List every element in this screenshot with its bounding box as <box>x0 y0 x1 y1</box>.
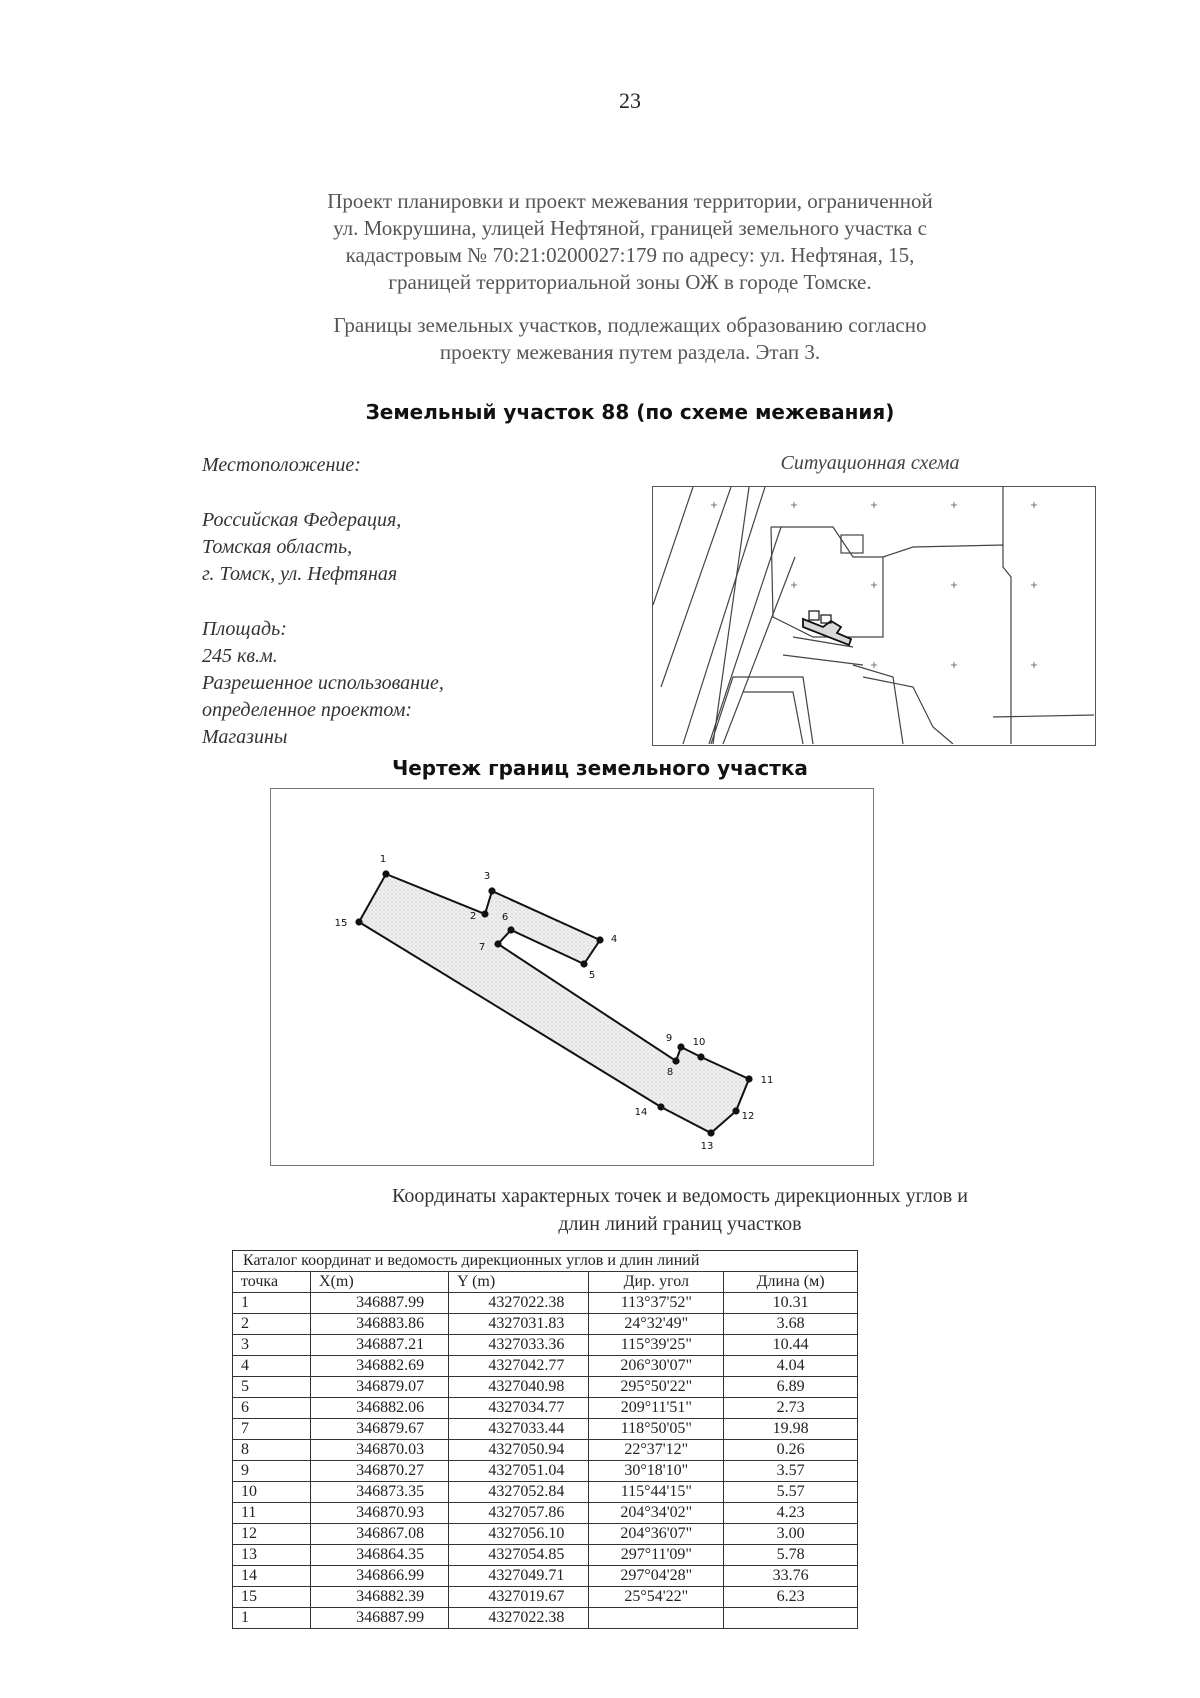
cell-length: 6.23 <box>724 1587 858 1608</box>
boundary-point-label: 9 <box>665 1033 673 1044</box>
header-angle: Дир. угол <box>589 1272 724 1293</box>
coordinates-caption <box>350 1182 1010 1238</box>
catalog-header-row <box>233 1272 858 1293</box>
boundary-point-marker <box>481 910 488 917</box>
document-subtitle <box>260 312 1000 366</box>
title-line: Проект планировки и проект межевания территории, ограниченной <box>327 189 933 213</box>
cell-point: 1 <box>233 1293 311 1314</box>
table-row <box>233 1566 858 1587</box>
cell-y: 4327034.77 <box>449 1398 589 1419</box>
cell-length: 0.26 <box>724 1440 858 1461</box>
cell-length: 6.89 <box>724 1377 858 1398</box>
location-line: Томская область, <box>202 536 353 558</box>
boundary-point-marker <box>677 1043 684 1050</box>
boundary-point-label: 10 <box>692 1037 706 1048</box>
header-point: точка <box>233 1272 311 1293</box>
cell-length: 3.00 <box>724 1524 858 1545</box>
cell-x: 346882.39 <box>311 1587 449 1608</box>
cell-angle: 113°37'52" <box>589 1293 724 1314</box>
header-x: X(m) <box>311 1272 449 1293</box>
boundary-point-label: 5 <box>588 970 596 981</box>
cell-point: 2 <box>233 1314 311 1335</box>
cell-angle: 209°11'51" <box>589 1398 724 1419</box>
parcel-drawing-svg <box>271 789 872 1164</box>
cell-x: 346879.07 <box>311 1377 449 1398</box>
cell-point: 15 <box>233 1587 311 1608</box>
cell-length: 33.76 <box>724 1566 858 1587</box>
cell-angle: 297°04'28" <box>589 1566 724 1587</box>
cell-point: 12 <box>233 1524 311 1545</box>
cell-point: 9 <box>233 1461 311 1482</box>
parcel-boundary <box>359 874 749 1133</box>
cell-point: 13 <box>233 1545 311 1566</box>
boundary-point-marker <box>697 1053 704 1060</box>
cell-angle: 115°39'25" <box>589 1335 724 1356</box>
boundary-point-label: 11 <box>760 1075 774 1086</box>
location-label: Местоположение: <box>202 454 361 476</box>
cell-angle: 24°32'49" <box>589 1314 724 1335</box>
table-row <box>233 1440 858 1461</box>
table-row <box>233 1545 858 1566</box>
boundary-point-marker <box>355 918 362 925</box>
cell-angle: 22°37'12" <box>589 1440 724 1461</box>
cell-y: 4327049.71 <box>449 1566 589 1587</box>
cell-point: 11 <box>233 1503 311 1524</box>
usage-label: Разрешенное использование, <box>202 672 444 694</box>
boundary-point-marker <box>382 870 389 877</box>
cell-angle: 204°34'02" <box>589 1503 724 1524</box>
cell-y: 4327052.84 <box>449 1482 589 1503</box>
table-row <box>233 1293 858 1314</box>
cell-y: 4327050.94 <box>449 1440 589 1461</box>
caption-line: длин линий границ участков <box>558 1213 802 1235</box>
cell-length: 5.57 <box>724 1482 858 1503</box>
cell-angle: 204°36'07" <box>589 1524 724 1545</box>
cell-x: 346867.08 <box>311 1524 449 1545</box>
header-y: Y (m) <box>449 1272 589 1293</box>
boundary-point-label: 12 <box>741 1111 755 1122</box>
situation-map-drawing <box>653 487 1094 744</box>
cell-length: 19.98 <box>724 1419 858 1440</box>
cell-point: 8 <box>233 1440 311 1461</box>
location-line: Российская Федерация, <box>202 509 402 531</box>
boundary-point-marker <box>707 1129 714 1136</box>
cell-x: 346870.27 <box>311 1461 449 1482</box>
boundary-point-label: 4 <box>610 934 618 945</box>
situation-map <box>652 486 1096 746</box>
cell-x: 346873.35 <box>311 1482 449 1503</box>
table-row <box>233 1335 858 1356</box>
boundary-point-marker <box>488 887 495 894</box>
cell-x: 346887.99 <box>311 1608 449 1629</box>
cell-x: 346887.99 <box>311 1293 449 1314</box>
parcel-info <box>202 452 622 751</box>
cell-y: 4327033.44 <box>449 1419 589 1440</box>
boundary-point-label: 13 <box>700 1141 714 1152</box>
cell-x: 346879.67 <box>311 1419 449 1440</box>
area-label: Площадь: <box>202 618 287 640</box>
subtitle-line: Границы земельных участков, подлежащих образованию согласно <box>333 313 927 337</box>
cell-x: 346887.21 <box>311 1335 449 1356</box>
page-number: 23 <box>619 88 641 113</box>
table-row <box>233 1608 858 1629</box>
boundary-point-marker <box>732 1107 739 1114</box>
cell-x: 346870.93 <box>311 1503 449 1524</box>
boundary-point-marker <box>580 960 587 967</box>
cell-point: 6 <box>233 1398 311 1419</box>
cell-y: 4327033.36 <box>449 1335 589 1356</box>
catalog-title: Каталог координат и ведомость дирекционных углов и длин линий <box>233 1251 858 1272</box>
table-row <box>233 1419 858 1440</box>
parcel-drawing <box>270 788 874 1166</box>
boundary-point-marker <box>494 940 501 947</box>
cell-point: 5 <box>233 1377 311 1398</box>
cell-y: 4327022.38 <box>449 1293 589 1314</box>
title-line: границей территориальной зоны ОЖ в городе Томске. <box>388 270 872 294</box>
boundary-point-label: 2 <box>469 911 477 922</box>
boundary-point-marker <box>507 926 514 933</box>
cell-angle: 206°30'07" <box>589 1356 724 1377</box>
cell-angle: 295°50'22" <box>589 1377 724 1398</box>
cell-x: 346864.35 <box>311 1545 449 1566</box>
cell-y: 4327019.67 <box>449 1587 589 1608</box>
cell-point: 4 <box>233 1356 311 1377</box>
cell-angle: 115°44'15" <box>589 1482 724 1503</box>
caption-line: Координаты характерных точек и ведомость дирекционных углов и <box>392 1185 968 1207</box>
boundary-point-label: 3 <box>483 871 491 882</box>
cell-length: 4.23 <box>724 1503 858 1524</box>
cell-point: 14 <box>233 1566 311 1587</box>
cell-x: 346882.69 <box>311 1356 449 1377</box>
catalog-title-row <box>233 1251 858 1272</box>
cell-length: 2.73 <box>724 1398 858 1419</box>
header-length: Длина (м) <box>724 1272 858 1293</box>
document-title <box>250 188 1010 296</box>
boundary-point-label: 6 <box>501 912 509 923</box>
usage-label: определенное проектом: <box>202 699 413 721</box>
parcel-heading: Земельный участок 88 (по схеме межевания) <box>365 400 895 424</box>
cell-y: 4327056.10 <box>449 1524 589 1545</box>
cell-length: 10.31 <box>724 1293 858 1314</box>
table-row <box>233 1398 858 1419</box>
cell-angle: 297°11'09" <box>589 1545 724 1566</box>
boundary-point-marker <box>745 1075 752 1082</box>
title-line: кадастровым № 70:21:0200027:179 по адресу: ул. Нефтяная, 15, <box>345 243 915 267</box>
table-row <box>233 1524 858 1545</box>
table-row <box>233 1314 858 1335</box>
table-row <box>233 1587 858 1608</box>
table-row <box>233 1482 858 1503</box>
subtitle-line: проекту межевания путем раздела. Этап 3. <box>439 340 821 364</box>
drawing-heading: Чертеж границ земельного участка <box>392 756 808 780</box>
table-row <box>233 1461 858 1482</box>
boundary-point-label: 15 <box>334 918 348 929</box>
table-row <box>233 1503 858 1524</box>
cell-length: 3.57 <box>724 1461 858 1482</box>
boundary-point-label: 7 <box>478 942 486 953</box>
cell-point: 10 <box>233 1482 311 1503</box>
cell-y: 4327031.83 <box>449 1314 589 1335</box>
cell-length: 4.04 <box>724 1356 858 1377</box>
cell-y: 4327057.86 <box>449 1503 589 1524</box>
cell-angle: 30°18'10" <box>589 1461 724 1482</box>
cell-x: 346882.06 <box>311 1398 449 1419</box>
cell-y: 4327040.98 <box>449 1377 589 1398</box>
location-line: г. Томск, ул. Нефтяная <box>202 563 398 585</box>
title-line: ул. Мокрушина, улицей Нефтяной, границей земельного участка с <box>333 216 927 240</box>
boundary-point-marker <box>657 1103 664 1110</box>
table-row <box>233 1377 858 1398</box>
cell-angle <box>589 1608 724 1629</box>
cell-x: 346866.99 <box>311 1566 449 1587</box>
table-row <box>233 1356 858 1377</box>
usage-value: Магазины <box>202 726 288 748</box>
cell-y: 4327042.77 <box>449 1356 589 1377</box>
cell-x: 346883.86 <box>311 1314 449 1335</box>
cell-angle: 25°54'22" <box>589 1587 724 1608</box>
cell-y: 4327054.85 <box>449 1545 589 1566</box>
cell-point: 3 <box>233 1335 311 1356</box>
boundary-point-label: 1 <box>379 854 387 865</box>
cell-length: 3.68 <box>724 1314 858 1335</box>
situation-caption: Ситуационная схема <box>780 452 960 474</box>
cell-x: 346870.03 <box>311 1440 449 1461</box>
boundary-point-label: 14 <box>634 1107 648 1118</box>
cell-y: 4327022.38 <box>449 1608 589 1629</box>
cell-length <box>724 1608 858 1629</box>
cell-length: 5.78 <box>724 1545 858 1566</box>
cell-point: 7 <box>233 1419 311 1440</box>
boundary-point-label: 8 <box>666 1067 674 1078</box>
boundary-point-marker <box>596 936 603 943</box>
cell-point: 1 <box>233 1608 311 1629</box>
boundary-point-marker <box>672 1057 679 1064</box>
cell-length: 10.44 <box>724 1335 858 1356</box>
cell-y: 4327051.04 <box>449 1461 589 1482</box>
area-value: 245 кв.м. <box>202 645 278 667</box>
coordinate-catalog-table <box>232 1250 858 1629</box>
cell-angle: 118°50'05" <box>589 1419 724 1440</box>
grid-markers <box>711 502 1037 668</box>
